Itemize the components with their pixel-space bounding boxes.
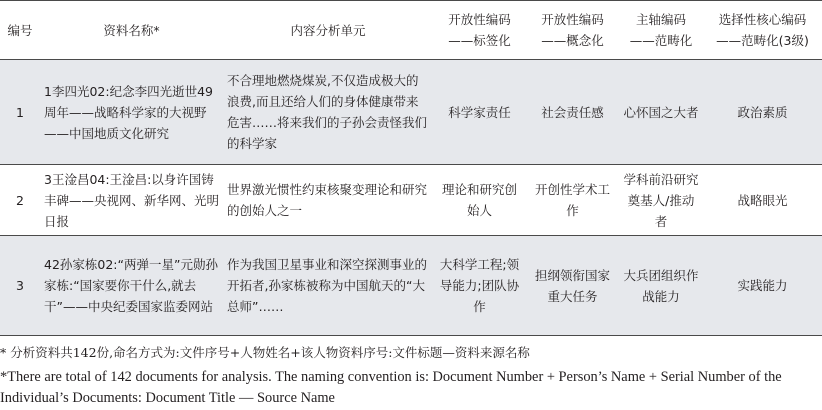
cell-core-category: 战略眼光 [703, 165, 822, 236]
cell-core-category: 实践能力 [703, 236, 822, 336]
cell-label: 大科学工程;领导能力;团队协作 [433, 236, 526, 336]
header-row [0, 1, 822, 60]
cell-number: 3 [0, 236, 40, 336]
table-row [0, 165, 822, 236]
header-document-name: 资料名称* [40, 1, 223, 60]
header-open-coding-concept: 开放性编码 ——概念化 [526, 1, 619, 60]
cell-category: 学科前沿研究奠基人/推动者 [619, 165, 703, 236]
cell-document-name: 42孙家栋02:“两弹一星”元勋孙家栋:“国家要你干什么,就去干”——中央纪委国家监委网站 [40, 236, 223, 336]
cell-concept: 社会责任感 [526, 60, 619, 165]
cell-category: 大兵团组织作战能力 [619, 236, 703, 336]
cell-label: 科学家责任 [433, 60, 526, 165]
cell-number: 2 [0, 165, 40, 236]
cell-analysis-unit: 不合理地燃烧煤炭,不仅造成极大的浪费,而且还给人们的身体健康带来危害……将来我们的子孙会责怪我们的科学家 [223, 60, 433, 165]
cell-core-category: 政治素质 [703, 60, 822, 165]
cell-category: 心怀国之大者 [619, 60, 703, 165]
header-analysis-unit: 内容分析单元 [223, 1, 433, 60]
table-note-english: *There are total of 142 documents for analysis. The naming convention is: Document Number + Person’s Name + Serial Number of the Individual’s Documents: Document Title — Source Name [0, 369, 782, 406]
table-note-chinese: * 分析资料共142份,命名方式为:文件序号+人物姓名+该人物资料序号:文件标题—资料来源名称 [0, 345, 530, 360]
cell-concept: 开创性学术工作 [526, 165, 619, 236]
cell-label: 理论和研究创始人 [433, 165, 526, 236]
cell-document-name: 1李四光02:纪念李四光逝世49周年——战略科学家的大视野——中国地质文化研究 [40, 60, 223, 165]
cell-analysis-unit: 作为我国卫星事业和深空探测事业的开拓者,孙家栋被称为中国航天的“大总师”…… [223, 236, 433, 336]
header-open-coding-label: 开放性编码 ——标签化 [433, 1, 526, 60]
table-row [0, 236, 822, 336]
header-axial-coding: 主轴编码 ——范畴化 [619, 1, 703, 60]
cell-analysis-unit: 世界激光惯性约束核聚变理论和研究的创始人之一 [223, 165, 433, 236]
table-row [0, 60, 822, 165]
header-selective-coding: 选择性核心编码 ——范畴化(3级) [703, 1, 822, 60]
header-number: 编号 [0, 1, 40, 60]
cell-document-name: 3王淦昌04:王淦昌:以身许国铸丰碑——央视网、新华网、光明日报 [40, 165, 223, 236]
cell-number: 1 [0, 60, 40, 165]
cell-concept: 担纲领衔国家重大任务 [526, 236, 619, 336]
